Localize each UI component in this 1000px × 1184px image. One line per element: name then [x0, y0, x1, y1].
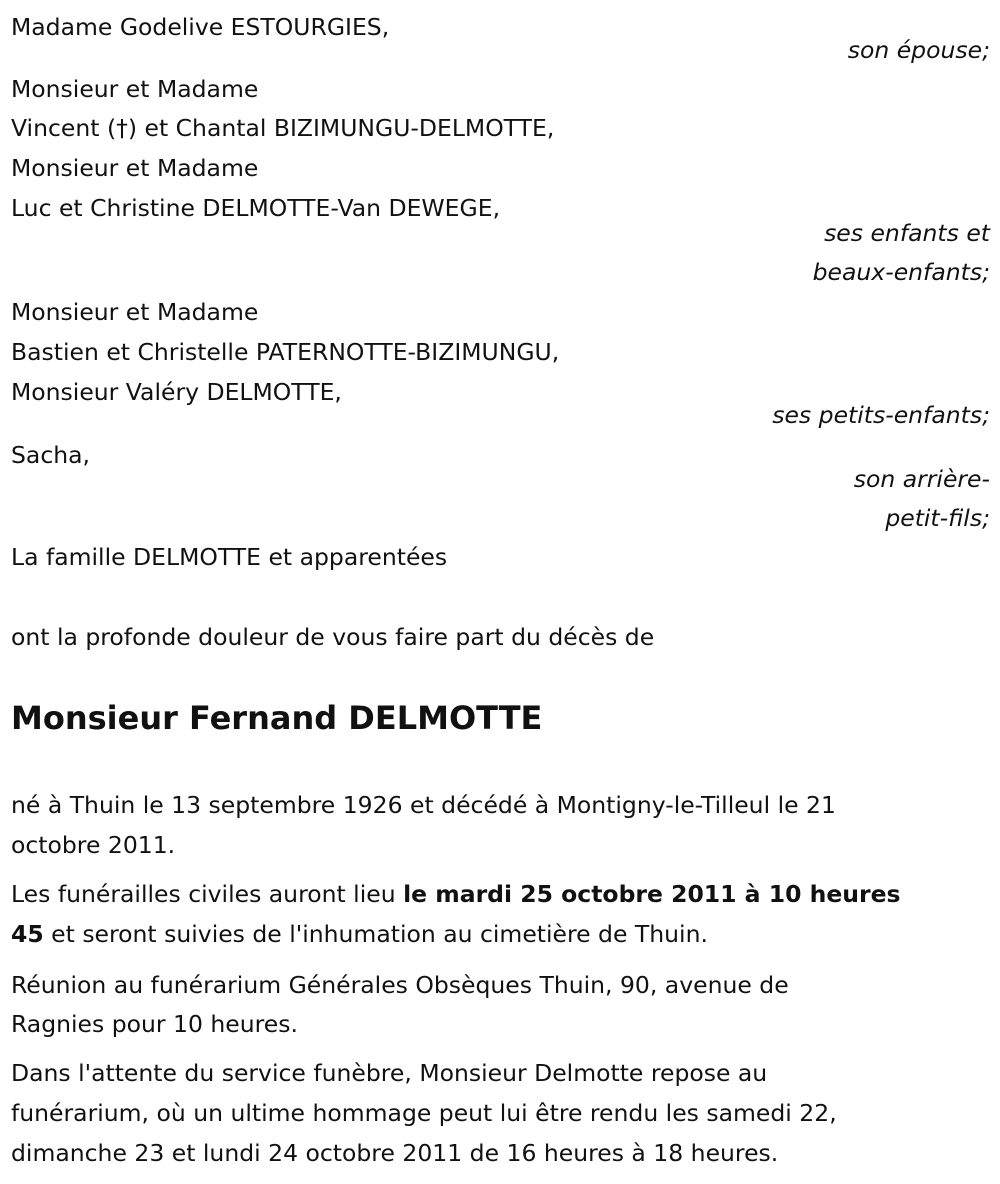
- wife-name: Madame Godelive ESTOURGIES,: [11, 13, 390, 41]
- great-grandchild: Sacha,: [11, 441, 91, 469]
- funeral-date: le mardi 25 octobre 2011 à 10 heures: [403, 880, 901, 908]
- wife-role: son épouse;: [847, 36, 990, 64]
- funeral-line: [11, 874, 901, 914]
- child-line: Monsieur et Madame: [11, 75, 259, 103]
- grandchild-line: Bastien et Christelle PATERNOTTE-BIZIMUNGU,: [11, 338, 560, 366]
- meeting-line: Réunion au funérarium Générales Obsèques Thuin, 90, avenue de: [11, 971, 789, 999]
- grandchild-line: Monsieur et Madame: [11, 298, 259, 326]
- visitation-line: funérarium, où un ultime hommage peut lui être rendu les samedi 22,: [11, 1099, 837, 1127]
- child-line: Vincent (†) et Chantal BIZIMUNGU-DELMOTTE,: [11, 114, 555, 142]
- great-grandchild-role: petit-fils;: [885, 504, 990, 532]
- visitation-line: Dans l'attente du service funèbre, Monsieur Delmotte repose au: [11, 1059, 768, 1087]
- relatives: La famille DELMOTTE et apparentées: [11, 543, 448, 571]
- child-line: Luc et Christine DELMOTTE-Van DEWEGE,: [11, 194, 501, 222]
- birth-death-line: octobre 2011.: [11, 831, 176, 859]
- funeral-text: et seront suivies de l'inhumation au cimetière de Thuin.: [43, 920, 708, 948]
- great-grandchild-role: son arrière-: [853, 465, 990, 493]
- visitation-line: dimanche 23 et lundi 24 octobre 2011 de 16 heures à 18 heures.: [11, 1139, 779, 1167]
- announcement: ont la profonde douleur de vous faire part du décès de: [11, 623, 655, 651]
- grandchild-line: Monsieur Valéry DELMOTTE,: [11, 378, 342, 406]
- children-role: beaux-enfants;: [812, 258, 990, 286]
- grandchildren-role: ses petits-enfants;: [772, 401, 990, 429]
- birth-death-line: né à Thuin le 13 septembre 1926 et décédé à Montigny-le-Tilleul le 21: [11, 791, 836, 819]
- children-role: ses enfants et: [824, 219, 990, 247]
- funeral-line: [11, 914, 708, 954]
- funeral-time: 45: [11, 920, 44, 948]
- deceased-name: Monsieur Fernand DELMOTTE: [11, 699, 543, 737]
- child-line: Monsieur et Madame: [11, 154, 259, 182]
- funeral-text: Les funérailles civiles auront lieu: [11, 880, 404, 908]
- meeting-line: Ragnies pour 10 heures.: [11, 1010, 298, 1038]
